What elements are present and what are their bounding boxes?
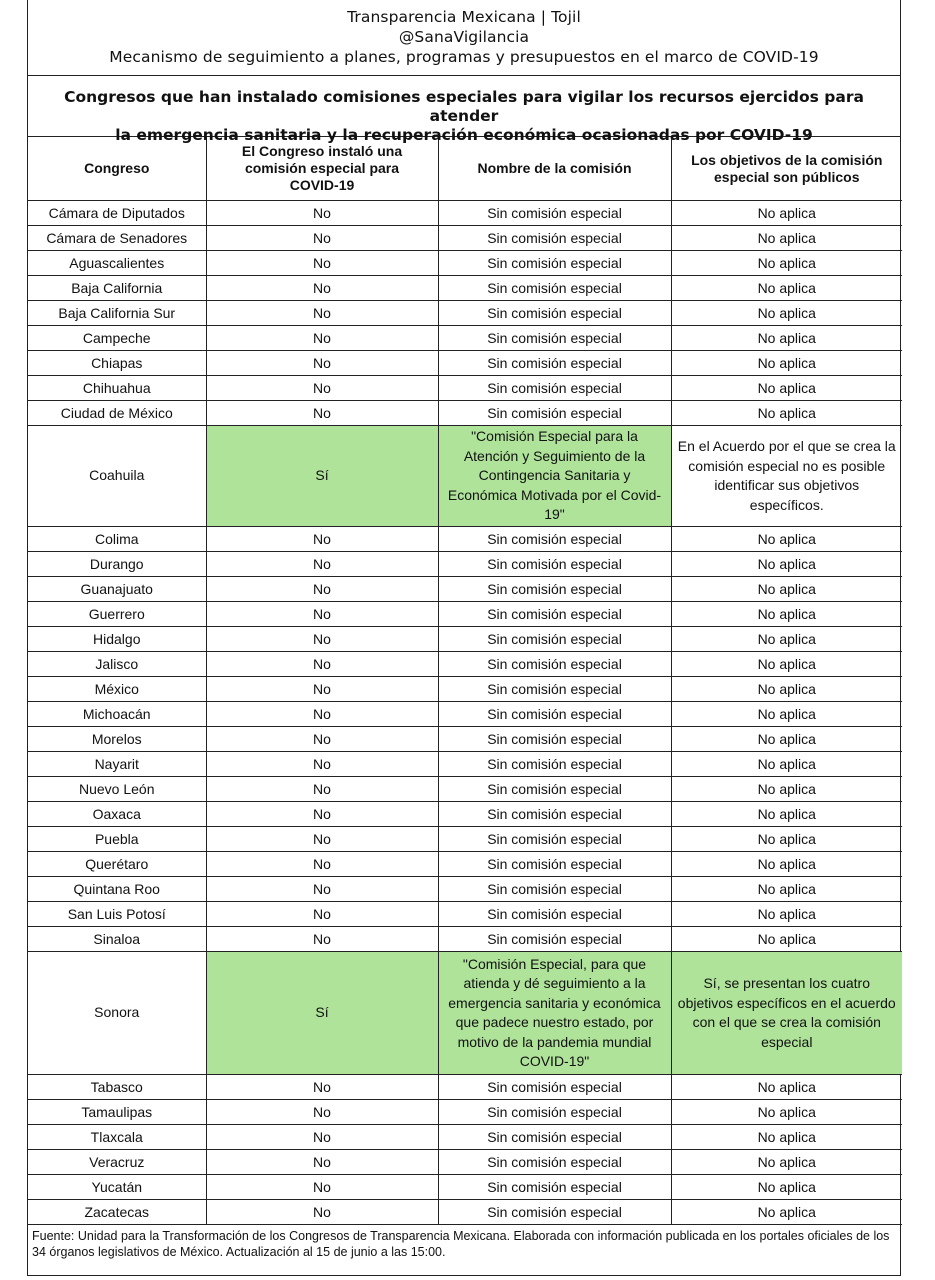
table-row (28, 226, 902, 251)
commission-name-cell: Sin comisión especial (438, 1125, 671, 1150)
column-header-congress: Congreso (28, 137, 206, 201)
congress-cell: Cámara de Senadores (28, 226, 206, 251)
commission-name-cell: Sin comisión especial (438, 226, 671, 251)
table-row (28, 1175, 902, 1200)
commission-name-cell: Sin comisión especial (438, 702, 671, 727)
installed-cell: No (206, 577, 438, 602)
congress-cell: Baja California Sur (28, 301, 206, 326)
table-row (28, 376, 902, 401)
table-row (28, 251, 902, 276)
table-row (28, 326, 902, 351)
congress-cell: Quintana Roo (28, 877, 206, 902)
congress-cell: Tamaulipas (28, 1100, 206, 1125)
objectives-cell: No aplica (671, 552, 902, 577)
commission-name-cell: Sin comisión especial (438, 752, 671, 777)
commission-name-cell: Sin comisión especial (438, 276, 671, 301)
congress-cell: Colima (28, 527, 206, 552)
installed-cell: No (206, 326, 438, 351)
objectives-cell: No aplica (671, 326, 902, 351)
objectives-cell: No aplica (671, 577, 902, 602)
objectives-cell: No aplica (671, 251, 902, 276)
objectives-cell: No aplica (671, 727, 902, 752)
table-row (28, 852, 902, 877)
congress-cell: Guerrero (28, 602, 206, 627)
installed-cell: No (206, 827, 438, 852)
objectives-cell: No aplica (671, 877, 902, 902)
commission-name-cell: Sin comisión especial (438, 401, 671, 426)
commission-name-cell: Sin comisión especial (438, 1075, 671, 1100)
commission-name-cell: Sin comisión especial (438, 827, 671, 852)
installed-cell: No (206, 1175, 438, 1200)
installed-cell: No (206, 376, 438, 401)
commission-name-cell: Sin comisión especial (438, 602, 671, 627)
congress-cell: Chiapas (28, 351, 206, 376)
table-row (28, 1200, 902, 1225)
congress-cell: Oaxaca (28, 802, 206, 827)
congresses-table (28, 137, 902, 1225)
objectives-cell: No aplica (671, 527, 902, 552)
installed-cell: Sí (206, 952, 438, 1075)
installed-cell: No (206, 1075, 438, 1100)
objectives-cell: No aplica (671, 827, 902, 852)
table-row (28, 827, 902, 852)
installed-cell: No (206, 777, 438, 802)
installed-cell: No (206, 752, 438, 777)
table-row (28, 351, 902, 376)
column-header-installed: El Congreso instaló una comisión especial para COVID-19 (206, 137, 438, 201)
congress-cell: Aguascalientes (28, 251, 206, 276)
objectives-cell: No aplica (671, 752, 902, 777)
table-row (28, 1125, 902, 1150)
table-row (28, 577, 902, 602)
table-header-row (28, 137, 902, 201)
objectives-cell: No aplica (671, 902, 902, 927)
objectives-cell: No aplica (671, 1075, 902, 1100)
commission-name-cell: Sin comisión especial (438, 251, 671, 276)
objectives-cell: No aplica (671, 401, 902, 426)
objectives-cell: No aplica (671, 602, 902, 627)
congress-cell: Nuevo León (28, 777, 206, 802)
installed-cell: No (206, 251, 438, 276)
commission-name-cell: Sin comisión especial (438, 877, 671, 902)
commission-name-cell: Sin comisión especial (438, 201, 671, 226)
commission-name-cell: Sin comisión especial (438, 301, 671, 326)
column-header-commission-name: Nombre de la comisión (438, 137, 671, 201)
objectives-cell: No aplica (671, 1175, 902, 1200)
objectives-cell: No aplica (671, 627, 902, 652)
installed-cell: No (206, 702, 438, 727)
table-row (28, 201, 902, 226)
commission-name-cell: Sin comisión especial (438, 527, 671, 552)
congress-cell: Michoacán (28, 702, 206, 727)
congress-cell: Baja California (28, 276, 206, 301)
installed-cell: No (206, 301, 438, 326)
installed-cell: No (206, 226, 438, 251)
congress-cell: Coahuila (28, 426, 206, 527)
installed-cell: No (206, 1200, 438, 1225)
installed-cell: No (206, 401, 438, 426)
table-row (28, 927, 902, 952)
objectives-cell: No aplica (671, 226, 902, 251)
installed-cell: No (206, 201, 438, 226)
commission-name-cell: Sin comisión especial (438, 627, 671, 652)
objectives-cell: No aplica (671, 927, 902, 952)
congress-cell: Zacatecas (28, 1200, 206, 1225)
subtitle-line-2: la emergencia sanitaria y la recuperación económica ocasionadas por COVID-19 (115, 126, 813, 144)
congress-cell: Chihuahua (28, 376, 206, 401)
installed-cell: No (206, 527, 438, 552)
objectives-cell: No aplica (671, 802, 902, 827)
congress-cell: México (28, 677, 206, 702)
commission-name-cell: Sin comisión especial (438, 802, 671, 827)
social-handle: @SanaVigilancia (398, 28, 530, 46)
installed-cell: No (206, 727, 438, 752)
table-row (28, 301, 902, 326)
source-footer: Fuente: Unidad para la Transformación de los Congresos de Transparencia Mexicana. Elaborada con información publicada en los portales oficiales de los 34 órganos legislativos de México. Actualización al 15 de junio a las 15:00. (32, 1229, 890, 1259)
organization-title: Transparencia Mexicana | Tojil (347, 8, 581, 26)
table-row (28, 527, 902, 552)
congress-cell: Tlaxcala (28, 1125, 206, 1150)
commission-name-cell: Sin comisión especial (438, 902, 671, 927)
congress-cell: Nayarit (28, 752, 206, 777)
table-row (28, 652, 902, 677)
table-row (28, 1075, 902, 1100)
congress-cell: Yucatán (28, 1175, 206, 1200)
column-header-objectives-public: Los objetivos de la comisión especial son públicos (671, 137, 902, 201)
commission-name-cell: "Comisión Especial para la Atención y Seguimiento de la Contingencia Sanitaria y Económica Motivada por el Covid-19" (438, 426, 671, 527)
installed-cell: No (206, 877, 438, 902)
table-row (28, 401, 902, 426)
objectives-cell: No aplica (671, 351, 902, 376)
objectives-cell: No aplica (671, 852, 902, 877)
objectives-cell: No aplica (671, 1150, 902, 1175)
table-row (28, 677, 902, 702)
table-subtitle (28, 76, 900, 144)
commission-name-cell: Sin comisión especial (438, 376, 671, 401)
installed-cell: No (206, 627, 438, 652)
congress-cell: Veracruz (28, 1150, 206, 1175)
table-row (28, 627, 902, 652)
congress-cell: Querétaro (28, 852, 206, 877)
installed-cell: No (206, 1150, 438, 1175)
table-row (28, 276, 902, 301)
commission-name-cell: Sin comisión especial (438, 727, 671, 752)
objectives-cell: En el Acuerdo por el que se crea la comisión especial no es posible identificar sus objetivos específicos. (671, 426, 902, 527)
commission-name-cell: Sin comisión especial (438, 852, 671, 877)
commission-name-cell: Sin comisión especial (438, 1100, 671, 1125)
installed-cell: No (206, 927, 438, 952)
installed-cell: No (206, 802, 438, 827)
congress-cell: Campeche (28, 326, 206, 351)
document-header (28, 0, 900, 76)
objectives-cell: No aplica (671, 702, 902, 727)
subtitle-line-1: Congresos que han instalado comisiones especiales para vigilar los recursos ejercidos para atender (64, 88, 864, 125)
installed-cell: No (206, 852, 438, 877)
commission-name-cell: Sin comisión especial (438, 927, 671, 952)
commission-name-cell: Sin comisión especial (438, 1150, 671, 1175)
objectives-cell: No aplica (671, 652, 902, 677)
table-row (28, 727, 902, 752)
congress-cell: Durango (28, 552, 206, 577)
congress-cell: Hidalgo (28, 627, 206, 652)
objectives-cell: No aplica (671, 677, 902, 702)
congress-cell: Sonora (28, 952, 206, 1075)
installed-cell: No (206, 351, 438, 376)
installed-cell: No (206, 902, 438, 927)
congress-cell: Tabasco (28, 1075, 206, 1100)
commission-name-cell: Sin comisión especial (438, 652, 671, 677)
table-row (28, 552, 902, 577)
installed-cell: No (206, 1125, 438, 1150)
congress-cell: Cámara de Diputados (28, 201, 206, 226)
objectives-cell: No aplica (671, 301, 902, 326)
mechanism-title: Mecanismo de seguimiento a planes, programas y presupuestos en el marco de COVID-19 (109, 48, 819, 66)
installed-cell: No (206, 1100, 438, 1125)
objectives-cell: No aplica (671, 777, 902, 802)
commission-name-cell: Sin comisión especial (438, 351, 671, 376)
objectives-cell: Sí, se presentan los cuatro objetivos específicos en el acuerdo con el que se crea la comisión especial (671, 952, 902, 1075)
congress-cell: Sinaloa (28, 927, 206, 952)
objectives-cell: No aplica (671, 1100, 902, 1125)
congress-cell: Ciudad de México (28, 401, 206, 426)
commission-name-cell: Sin comisión especial (438, 552, 671, 577)
table-row (28, 1150, 902, 1175)
congress-cell: San Luis Potosí (28, 902, 206, 927)
objectives-cell: No aplica (671, 376, 902, 401)
table-row (28, 802, 902, 827)
installed-cell: No (206, 652, 438, 677)
commission-name-cell: Sin comisión especial (438, 577, 671, 602)
commission-name-cell: "Comisión Especial, para que atienda y dé seguimiento a la emergencia sanitaria y económica que padece nuestro estado, por motivo de la pandemia mundial COVID-19" (438, 952, 671, 1075)
table-row (28, 752, 902, 777)
table-row (28, 952, 902, 1075)
commission-name-cell: Sin comisión especial (438, 677, 671, 702)
commission-name-cell: Sin comisión especial (438, 1175, 671, 1200)
installed-cell: Sí (206, 426, 438, 527)
table-row (28, 1100, 902, 1125)
installed-cell: No (206, 677, 438, 702)
congress-cell: Guanajuato (28, 577, 206, 602)
congress-cell: Puebla (28, 827, 206, 852)
objectives-cell: No aplica (671, 1200, 902, 1225)
objectives-cell: No aplica (671, 276, 902, 301)
installed-cell: No (206, 552, 438, 577)
table-row (28, 877, 902, 902)
table-row (28, 777, 902, 802)
document-frame (27, 0, 901, 1276)
congress-cell: Jalisco (28, 652, 206, 677)
commission-name-cell: Sin comisión especial (438, 326, 671, 351)
table-row (28, 602, 902, 627)
congress-cell: Morelos (28, 727, 206, 752)
table-body (28, 201, 902, 1225)
objectives-cell: No aplica (671, 201, 902, 226)
table-row (28, 902, 902, 927)
commission-name-cell: Sin comisión especial (438, 777, 671, 802)
commission-name-cell: Sin comisión especial (438, 1200, 671, 1225)
installed-cell: No (206, 276, 438, 301)
table-row (28, 426, 902, 527)
table-row (28, 702, 902, 727)
objectives-cell: No aplica (671, 1125, 902, 1150)
installed-cell: No (206, 602, 438, 627)
